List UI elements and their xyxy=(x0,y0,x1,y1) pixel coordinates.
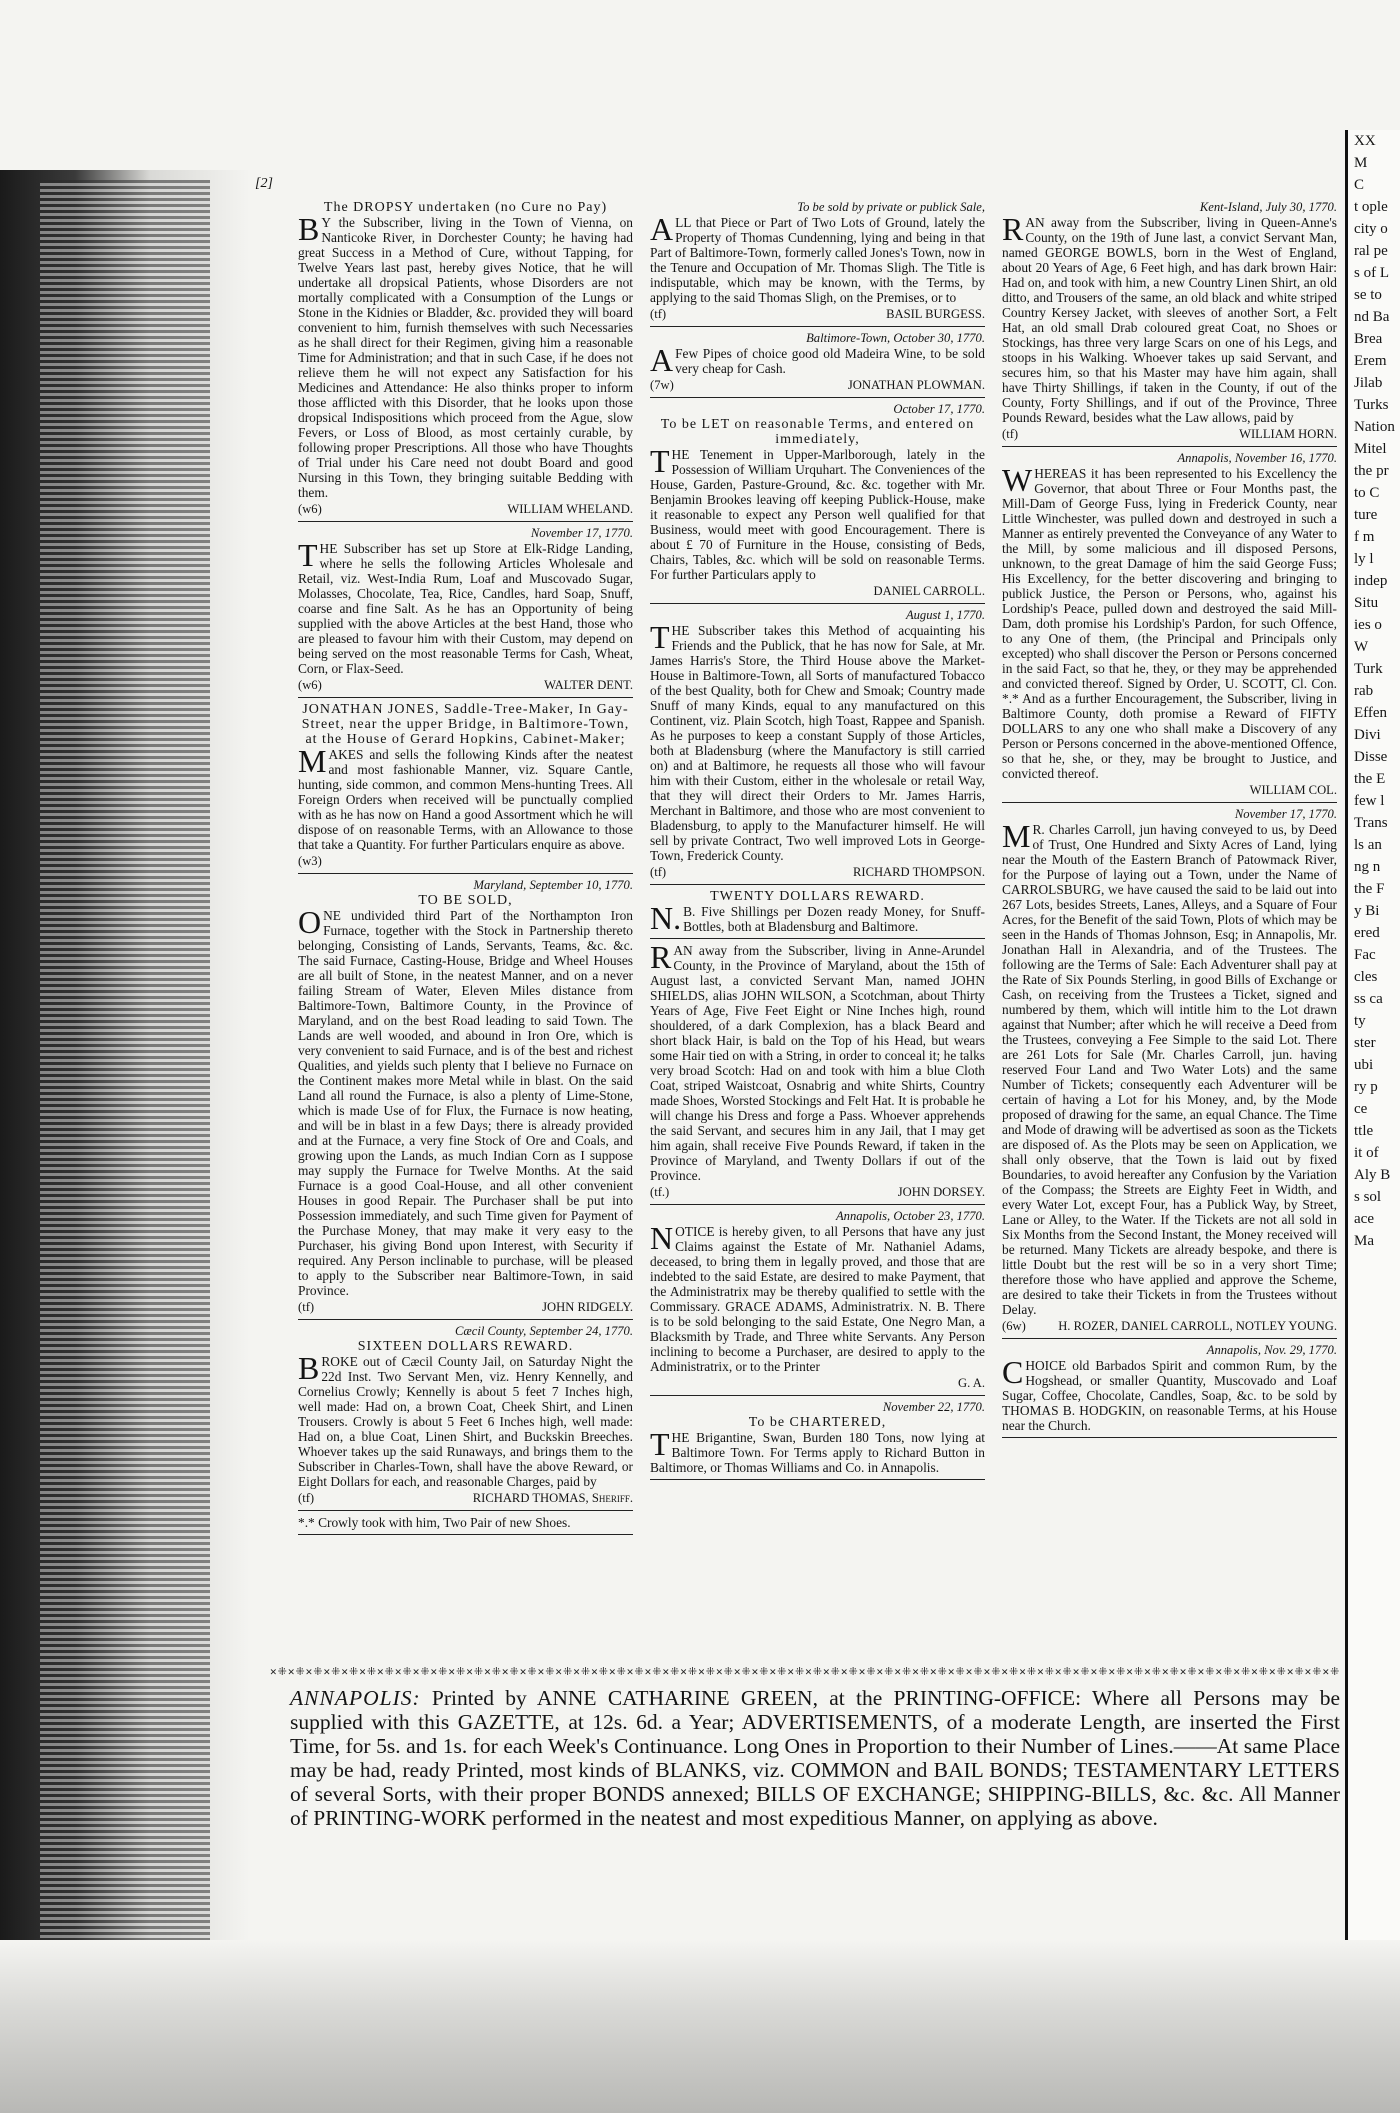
adjacent-page-fragment: Nation xyxy=(1354,419,1395,435)
adjacent-page-fragment: nd Ba xyxy=(1354,309,1390,325)
ad-signature: G. A. xyxy=(958,1376,985,1390)
adjacent-page-fragment: Situ xyxy=(1354,595,1379,611)
ad-body: THE Tenement in Upper-Marlborough, lately in the Possession of William Urquhart. The Conveniences of the House, Garden, Pasture-Ground, &c. &c. together with Mr. Benjamin Brookes leaving off keeping Publick-House, make it reasonable to expect any Person well qualified for that Business, would meet with good Encouragement. There is about £ 70 of Furniture in the House, consisting of Beds, Chairs, Tables, &c. which will be sold on reasonable Terms. For further Particulars apply to xyxy=(650,443,985,582)
adjacent-page-fragment: rab xyxy=(1354,683,1374,699)
ad-heading: The DROPSY undertaken (no Cure no Pay) xyxy=(323,200,608,215)
ad-code: (w6) xyxy=(298,678,322,692)
advertisement xyxy=(298,526,633,693)
ad-heading: SIXTEEN DOLLARS REWARD. xyxy=(357,1339,574,1354)
adjacent-page-fragment: Divi xyxy=(1354,727,1381,743)
adjacent-page-fragment: ry p xyxy=(1354,1079,1378,1095)
adjacent-page-fragment: city o xyxy=(1354,221,1388,237)
advertisement xyxy=(650,1400,985,1475)
ad-heading: To be CHARTERED, xyxy=(748,1415,887,1430)
ad-body: BROKE out of Cæcil County Jail, on Saturday Night the 22d Inst. Two Servant Men, viz. Henry Kennelly, and Cornelius Crowly; Kennelly is about 5 feet 7 Inches high, well made: Had on, a brown Coat, Cheek Shirt, and Linen Trousers. Crowly is about 5 Feet 6 Inches high, well made: Had on, a blue Coat, Linen Shirt, and Buckskin Breeches. Whoever takes up the said Runaways, and brings them to the Subscriber in Charles-Town, shall have the above Reward, or Eight Dollars for each, and reasonable Charges, paid by xyxy=(298,1350,633,1489)
ad-signature: RICHARD THOMPSON. xyxy=(852,865,985,879)
ad-divider xyxy=(298,1534,633,1535)
adjacent-page-fragment: ace xyxy=(1354,1211,1374,1227)
adjacent-page-fragment: Disse xyxy=(1354,749,1388,765)
ad-code: (tf) xyxy=(1002,427,1019,441)
ad-code: (tf) xyxy=(650,865,667,879)
page-edges xyxy=(40,180,210,1950)
adjacent-page-fragment: XX xyxy=(1354,133,1376,149)
ad-divider xyxy=(1002,1338,1337,1339)
ad-code: (tf.) xyxy=(650,1185,670,1199)
adjacent-page-fragment: t ople xyxy=(1354,199,1388,215)
advertisement xyxy=(1002,1343,1337,1433)
ad-signature-line xyxy=(1002,783,1337,798)
advertisement xyxy=(1002,451,1337,798)
ad-body: RAN away from the Subscriber, living in Queen-Anne's County, on the 19th of June last, a convict Servant Man, named GEORGE BOWLS, born in the West of England, about 20 Years of Age, 6 Feet high, and has dark brown Hair: Had on, and took with him, a new Country Linen Shirt, an old ditto, and Trousers of the same, an old black and white striped Country Kersey Jacket, with sleeves of another Sort, a Felt Hat, an old small Drab coloured great Coat, no Shoes or Stockings, has three very large Scars on one of his Legs, and stoops in his Walking. Whoever takes up said Servant, and secures him, so that his Master may have him again, shall have Thirty Shillings, if taken in the County, if out of the County, Forty Shillings, and if out of the Province, Three Pounds Reward, besides what the Law allows, paid by xyxy=(1002,211,1337,425)
adjacent-page-fragment: Turks xyxy=(1354,397,1389,413)
adjacent-page-fragment: few l xyxy=(1354,793,1385,809)
ad-body: BY the Subscriber, living in the Town of Vienna, on Nanticoke River, in Dorchester County; he having had great Success in a Method of Cure, without Tapping, for Twelve Years last past, hereby gives Notice, that he will undertake all dropsical Patients, whose Disorders are not mortally complicated with a Consumption of the Lungs or Stone in the Kidnies or Bladder, &c. provided they will board convenient to him, furnish themselves with such Necessaries as he shall direct for their Regimen, giving him a reasonable Time for Administration; and that in such Case, if he does not relieve them he will not expect any Satisfaction for his Medicines and Attendance: He also thinks proper to inform those afflicted with this Disorder, that he looks upon those dropsical Indispositions which proceed from the Ague, slow Fevers, or Loss of Blood, as most certainly curable, by following proper Prescriptions. All those who have Thoughts of Trial under his Care need not doubt Board and good Nursing in this Town, they bringing suitable Bedding with them. xyxy=(298,211,633,500)
ad-date: Maryland, September 10, 1770. xyxy=(473,878,633,892)
ad-body: THE Subscriber takes this Method of acquainting his Friends and the Publick, that he has now for Sale, at Mr. James Harris's Store, the Third House above the Market-House in Baltimore-Town, all Sorts of manufactured Tobacco of the best Quality, both for Chew and Smoak; Country made Snuff of many Kinds, equal to any manufactured on this Continent, viz. Plain Scotch, high Toast, Rappee and Spanish. As he purposes to keep a constant Supply of those Articles, both at Bladensburg (where the Manufactory is still carried on) and at Baltimore, he requests all those who will favour him with their Custom, either in the wholesale or retail Way, that they will direct their Orders to Mr. James Harris, Merchant in Baltimore, and those who are most convenient to Bladensburg, to apply to the Manufacturer himself. He will sell by private Contract, Two well improved Lots in George-Town, Frederick County. xyxy=(650,619,985,863)
ad-date: November 17, 1770. xyxy=(530,526,633,540)
ad-date: November 17, 1770. xyxy=(1234,807,1337,821)
adjacent-page-fragment: Turk xyxy=(1354,661,1383,677)
ad-signature-line xyxy=(298,502,633,517)
ad-signature: WILLIAM WHELAND. xyxy=(507,502,633,516)
ad-body: *.* Crowly took with him, Two Pair of new Shoes. xyxy=(298,1515,571,1530)
ad-date: Baltimore-Town, October 30, 1770. xyxy=(806,331,985,345)
imprint-city: ANNAPOLIS: xyxy=(290,1686,421,1710)
ad-divider xyxy=(650,1204,985,1205)
advertisement xyxy=(298,702,633,869)
ad-signature: WALTER DENT. xyxy=(544,678,633,692)
ad-divider xyxy=(298,873,633,874)
ad-date: November 22, 1770. xyxy=(882,1400,985,1414)
bottom-shadow xyxy=(0,1940,1400,2113)
adjacent-page-fragment: ies o xyxy=(1354,617,1382,633)
adjacent-page-fragment: Mitel xyxy=(1354,441,1387,457)
adjacent-page-fragment: ttle xyxy=(1354,1123,1374,1139)
adjacent-page-fragment: Brea xyxy=(1354,331,1383,347)
ad-signature-line xyxy=(298,1491,633,1506)
ad-divider xyxy=(650,603,985,604)
ad-code: (w3) xyxy=(298,854,322,868)
ad-signature-line xyxy=(298,678,633,693)
ad-signature: H. ROZER, DANIEL CARROLL, NOTLEY YOUNG. xyxy=(1058,1319,1337,1333)
ad-signature: JONATHAN PLOWMAN. xyxy=(847,378,985,392)
adjacent-page-fragment: f m xyxy=(1354,529,1375,545)
ad-heading: To be LET on reasonable Terms, and entered on immediately, xyxy=(660,417,975,447)
ad-code: (7w) xyxy=(650,378,674,392)
advertisement xyxy=(650,1209,985,1391)
adjacent-page-fragment: s sol xyxy=(1354,1189,1382,1205)
adjacent-page-fragment: y Bi xyxy=(1354,903,1380,919)
column-middle xyxy=(650,200,985,1484)
ad-body: MR. Charles Carroll, jun having conveyed to us, by Deed of Trust, One Hundred and Sixty Acres of Land, lying near the Mouth of the Eastern Branch of Patowmack River, for the Purpose of laying out a Town, under the Name of CARROLSBURG, we have caused the said to be laid out into 267 Lots, besides Streets, Lanes, Alleys, and a Square of Four Acres, for the Benefit of the said Town, Plots of which may be seen in the Hands of Thomas Johnson, Esq; in Annapolis, Mr. Jonathan Hall in Alexandria, and of the Trustees. The following are the Terms of Sale: Each Adventurer shall pay at the Rate of Six Pounds Sterling, in good Bills of Exchange or Cash, on receiving from the Trustees a Ticket, signed and numbered by them, which will intitle him to the Lot drawn against that Number; after which he will receive a Deed from the Trustees, conveying a Fee Simple to the said Lot. There are 261 Lots for Sale (Mr. Charles Carroll, jun. having reserved Four Land and Two Water Lots) and the same Number of Tickets; consequently each Adventurer will be certain of having a Lot for his Money, and, by the Mode proposed of drawing for the same, an equal Chance. The Time and Mode of drawing will be advertised as soon as the Tickets are disposed of. As the Plots may be seen on Application, we shall only observe, that the Town is laid out by fixed Boundaries, to avoid hereafter any Confusion by the Variation of the Compass; the Streets are Eighty Feet in Width, and every Water Lot, except Four, has a Publick Way, by Street, Lane or Alley, to the Water. If the Tickets are not all sold in Six Months from the Second Instant, the Money received will be returned. Many Tickets are already bespoke, and there is little Doubt but the rest will be so in a very short Time; therefore those who have applied and approve the Scheme, are desired to take their Tickets in from the Trustees without Delay. xyxy=(1002,818,1337,1317)
ad-code: (w6) xyxy=(298,502,322,516)
column-left xyxy=(298,200,633,1539)
ad-body: WHEREAS it has been represented to his Excellency the Governor, that about Three or Four Months past, the Mill-Dam of George Fuss, lying in Frederick County, near Little Winchester, was pulled down and destroyed in such a Manner as entirely prevented the Conveyance of any Water to the Mill, by some malicious and ill disposed Persons, unknown, to the great Damage of him the said George Fuss; His Excellency, for the better discovering and bringing to publick Justice, the Person or Persons, who, against his Lordship's Peace, pulled down and destroyed the said Mill-Dam, doth promise his Lordship's Pardon, for such Offence, to any One of them, (the Principal and Principals only excepted) who shall discover the Person or Persons concerned in the said Fact, so that he, they, or they may be apprehended and convicted thereof. Signed by Order, U. SCOTT, Cl. Con. *.* And as a further Encouragement, the Subscriber, living in Baltimore County, doth promise a Reward of FIFTY DOLLARS to any one who shall make a Discovery of any Person or Persons concerned in the above-mentioned Offence, so that he, she, or they, may be brought to Justice, and convicted thereof. xyxy=(1002,462,1337,781)
ad-body: CHOICE old Barbados Spirit and common Rum, by the Hogshead, or smaller Quantity, Muscovado and Loaf Sugar, Coffee, Chocolate, Candles, Soap, &c. to be sold by THOMAS B. HODGKIN, on reasonable Terms, at his House near the Church. xyxy=(1002,1354,1337,1433)
adjacent-page-fragment: ster xyxy=(1354,1035,1376,1051)
ad-signature: RICHARD THOMAS, Sheriff. xyxy=(472,1491,633,1505)
adjacent-page-fragment: Fac xyxy=(1354,947,1376,963)
ad-divider xyxy=(298,1510,633,1511)
advertisement xyxy=(298,1324,633,1506)
adjacent-page-fragment: ty xyxy=(1354,1013,1366,1029)
ad-signature-line xyxy=(650,1185,985,1200)
ad-divider xyxy=(1002,1437,1337,1438)
ad-body: MAKES and sells the following Kinds after the neatest and most fashionable Manner, viz. Square Cantle, hunting, side common, and common Mens-hunting Trees. All Foreign Orders when received will be punctually complied with as he has now on Hand a good Assortment which he will dispose of on reasonable Terms, with an Allowance to those that take a Quantity. For further Particulars enquire as above. xyxy=(298,743,633,852)
adjacent-page-fragment: it of xyxy=(1354,1145,1379,1161)
adjacent-page-fragment: to C xyxy=(1354,485,1380,501)
ad-body: ONE undivided third Part of the Northampton Iron Furnace, together with the Stock in Partnership thereto belonging, Consisting of Lands, Servants, Teams, &c. &c. The said Furnace, Casting-House, Bridge and Wheel Houses are all built of Stone, in the neatest Manner, and on a never failing Stream of Water, Eleven Miles distance from Baltimore-Town, Baltimore County, in the Province of Maryland, and on the best Road leading to said Town. The Lands are well wooded, and abound in Iron Ore, which is very convenient to said Furnace, and is of the best and richest Qualities, and yields such plenty that I believe no Furnace on the Continent makes more Metal while in blast. On the said Land all round the Furnace, is also a plenty of Lime-Stone, which is made Use of for Flux, the Furnace is now heating, and will be in blast in a few Days; there is already provided and at the Furnace, a very fine Stock of Ore and Coals, and growing upon the Lands, as much Indian Corn as I suppose may supply the Furnace for Twelve Months. At the said Furnace is a good Coal-House, and all other convenient Houses in good Repair. The Purchaser shall be put into Possession immediately, and such Time given for Payment of the Purchase Money, that may make it very easy to the Purchaser, his giving Bond upon Interest, with Security if required. Any Person inclinable to purchase, will be pleased to apply to the Subscriber near Baltimore-Town, in said Province. xyxy=(298,904,633,1298)
adjacent-page-fragment: Effen xyxy=(1354,705,1388,721)
ad-body: AFew Pipes of choice good old Madeira Wine, to be sold very cheap for Cash. xyxy=(650,342,985,378)
ad-divider xyxy=(650,938,985,939)
ad-signature: WILLIAM HORN. xyxy=(1239,427,1337,441)
printer-imprint xyxy=(290,1686,1340,1830)
adjacent-page-fragment: ng n xyxy=(1354,859,1381,875)
adjacent-page-edge xyxy=(1345,130,1400,1990)
advertisement xyxy=(1002,200,1337,442)
ad-signature: BASIL BURGESS. xyxy=(886,307,985,321)
ad-date: August 1, 1770. xyxy=(905,608,985,622)
ad-date: Kent-Island, July 30, 1770. xyxy=(1199,200,1337,214)
ad-divider xyxy=(1002,802,1337,803)
advertisement xyxy=(650,608,985,880)
ad-body: THE Brigantine, Swan, Burden 180 Tons, now lying at Baltimore Town. For Terms apply to Richard Button in Baltimore, or Thomas Williams and Co. in Annapolis. xyxy=(650,1426,985,1475)
adjacent-page-fragment: W xyxy=(1354,639,1369,655)
advertisement xyxy=(298,878,633,1315)
advertisement xyxy=(298,1515,633,1530)
advertisement xyxy=(650,200,985,322)
ad-heading: TWENTY DOLLARS REWARD. xyxy=(710,889,925,904)
ad-signature-line xyxy=(650,307,985,322)
adjacent-page-fragment: ered xyxy=(1354,925,1380,941)
ad-date: Annapolis, November 16, 1770. xyxy=(1177,451,1337,465)
ad-signature-line xyxy=(650,378,985,393)
ad-signature: WILLIAM COL. xyxy=(1249,783,1337,797)
ad-divider xyxy=(650,884,985,885)
ad-signature: JOHN DORSEY. xyxy=(897,1185,985,1199)
adjacent-page-fragment: Aly B xyxy=(1354,1167,1391,1183)
ad-heading: TO BE SOLD, xyxy=(418,893,513,908)
ad-heading: JONATHAN JONES, Saddle-Tree-Maker, In Gay-Street, near the upper Bridge, in Baltimore-Town, at the House of Gerard Hopkins, Cabinet-Maker; xyxy=(301,702,630,747)
advertisement xyxy=(650,939,985,1200)
ad-body: N.B. Five Shillings per Dozen ready Money, for Snuff-Bottles, both at Bladensburg and Baltimore. xyxy=(650,900,985,936)
adjacent-page-fragment: ral pe xyxy=(1354,243,1388,259)
ad-date: To be sold by private or publick Sale, xyxy=(797,200,985,214)
page-mark: [2] xyxy=(255,176,273,191)
ad-signature: DANIEL CARROLL. xyxy=(873,584,985,598)
adjacent-page-fragment: the F xyxy=(1354,881,1385,897)
ad-signature-line xyxy=(1002,427,1337,442)
ad-signature-line xyxy=(650,584,985,599)
ad-signature-line xyxy=(1002,1319,1337,1334)
adjacent-page-fragment: s of L xyxy=(1354,265,1389,281)
adjacent-page-fragment: the pr xyxy=(1354,463,1389,479)
ornamental-rule: ✕⁜✕⁜✕⁜✕⁜✕⁜✕⁜✕⁜✕⁜✕⁜✕⁜✕⁜✕⁜✕⁜✕⁜✕⁜✕⁜✕⁜✕⁜✕⁜✕⁜✕⁜✕⁜✕⁜✕⁜✕⁜✕⁜✕⁜✕⁜✕⁜✕⁜✕⁜✕⁜✕⁜✕⁜✕⁜✕⁜✕⁜✕⁜✕⁜✕⁜✕⁜✕⁜✕⁜✕⁜✕⁜✕⁜✕⁜✕⁜✕⁜✕⁜✕⁜✕⁜✕⁜✕⁜✕⁜✕⁜✕⁜✕⁜✕⁜✕⁜ xyxy=(270,1665,1340,1678)
imprint-text: Printed by ANNE CATHARINE GREEN, at the PRINTING-OFFICE: Where all Persons may be supplied with this GAZETTE, at 12s. 6d. a Year; ADVERTISEMENTS, of a moderate Length, are inserted the First Time, for 5s. and 1s. for each Week's Continuance. Long Ones in Proportion to their Number of Lines.——At same Place may be had, ready Printed, most kinds of BLANKS, viz. COMMON and BAIL BONDS; TESTAMENTARY LETTERS of several Sorts, with their proper BONDS annexed; BILLS OF EXCHANGE; SHIPPING-BILLS, &c. &c. All Manner of PRINTING-WORK performed in the neatest and most expeditious Manner, on applying as above. xyxy=(290,1686,1340,1830)
ad-divider xyxy=(650,326,985,327)
ad-signature-line xyxy=(650,1376,985,1391)
ad-signature-line xyxy=(298,854,633,869)
ad-date: Annapolis, Nov. 29, 1770. xyxy=(1206,1343,1337,1357)
ad-divider xyxy=(650,397,985,398)
adjacent-page-fragment: ubi xyxy=(1354,1057,1374,1073)
adjacent-page-fragment: cles xyxy=(1354,969,1378,985)
advertisement xyxy=(650,402,985,599)
ad-divider xyxy=(1002,446,1337,447)
adjacent-page-fragment: indep xyxy=(1354,573,1388,589)
adjacent-page-fragment: Jilab xyxy=(1354,375,1383,391)
ad-signature-line xyxy=(298,1300,633,1315)
adjacent-page-fragment: se to xyxy=(1354,287,1382,303)
ad-divider xyxy=(650,1395,985,1396)
ad-body: NOTICE is hereby given, to all Persons that have any just Claims against the Estate of Mr. Nathaniel Adams, deceased, to bring them in legally proved, and those that are indebted to the said Estate, are desired to make Payment, that the Administratrix may be thereby qualified to settle with the Commissary. GRACE ADAMS, Administratrix. N. B. There is to be sold belonging to the said Estate, One Negro Man, a Blacksmith by Trade, and Three white Servants. Any Person inclining to become a Purchaser, are desired to apply to the Administratrix, or to the Printer xyxy=(650,1220,985,1374)
ad-signature: JOHN RIDGELY. xyxy=(542,1300,633,1314)
ad-divider xyxy=(298,697,633,698)
adjacent-page-fragment: C xyxy=(1354,177,1365,193)
advertisement-columns xyxy=(290,200,1350,1620)
ad-divider xyxy=(650,1479,985,1480)
column-right xyxy=(1002,200,1337,1442)
ad-body: THE Subscriber has set up Store at Elk-Ridge Landing, where he sells the following Articles Wholesale and Retail, viz. West-India Rum, Loaf and Muscovado Sugar, Molasses, Chocolate, Tea, Rice, Candles, hard Soap, Snuff, coarse and fine Salt. As he has an Opportunity of being supplied with the above Articles at the best Hand, those who are pleased to favour him with their Custom, may depend on being served on the most reasonable Terms for Cash, Wheat, Corn, or Flax-Seed. xyxy=(298,537,633,676)
ad-body: RAN away from the Subscriber, living in Anne-Arundel County, in the Province of Maryland, about the 15th of August last, a convicted Servant Man, named JOHN SHIELDS, alias JOHN WILSON, a Scotchman, about Thirty Years of Age, Five Feet Eight or Nine Inches high, round shouldered, of a dark Complexion, has a black Beard and short black Hair, is bald on the Top of his Head, but wears some Hair tied on with a String, in order to conceal it; he talks very broad Scotch: Had on and took with him a blue Cloth Coat, striped Waistcoat, Osnabrig and white Shirts, Country made Shoes, Worsted Stockings and Felt Hat. It is probable he will change his Dress and forge a Pass. Whoever apprehends the said Servant, and secures him in any Jail, that I may get him again, shall receive Five Pounds Reward, if taken in the Province of Maryland, and Twenty Dollars if out of the Province. xyxy=(650,939,985,1183)
ad-signature-line xyxy=(650,865,985,880)
adjacent-page-fragment: ce xyxy=(1354,1101,1368,1117)
adjacent-page-fragment: Erem xyxy=(1354,353,1387,369)
ad-divider xyxy=(298,1319,633,1320)
ad-body: ALL that Piece or Part of Two Lots of Ground, lately the Property of Thomas Cundenning, lying and being in that Part of Baltimore-Town, formerly called Jones's Town, now in the Tenure and Occupation of Mr. Thomas Sligh. The Title is indisputable, which may be known, with the Terms, by applying to the said Thomas Sligh, on the Premises, or to xyxy=(650,211,985,305)
ad-divider xyxy=(298,521,633,522)
ad-date: Cæcil County, September 24, 1770. xyxy=(454,1324,633,1338)
advertisement xyxy=(650,331,985,393)
adjacent-page-fragment: ture xyxy=(1354,507,1378,523)
advertisement xyxy=(1002,807,1337,1334)
adjacent-page-fragment: Ma xyxy=(1354,1233,1374,1249)
adjacent-page-fragment: M xyxy=(1354,155,1368,171)
adjacent-page-fragment: ly l xyxy=(1354,551,1374,567)
adjacent-page-fragment: ss ca xyxy=(1354,991,1383,1007)
adjacent-page-fragment: the E xyxy=(1354,771,1386,787)
ad-code: (6w) xyxy=(1002,1319,1026,1333)
advertisement xyxy=(650,889,985,934)
ad-date: Annapolis, October 23, 1770. xyxy=(835,1209,985,1223)
advertisement xyxy=(298,200,633,517)
adjacent-page-fragment: Trans xyxy=(1354,815,1388,831)
ad-code: (tf) xyxy=(298,1491,315,1505)
ad-code: (tf) xyxy=(650,307,667,321)
ad-code: (tf) xyxy=(298,1300,315,1314)
adjacent-page-fragment: ls an xyxy=(1354,837,1382,853)
ad-date: October 17, 1770. xyxy=(893,402,985,416)
